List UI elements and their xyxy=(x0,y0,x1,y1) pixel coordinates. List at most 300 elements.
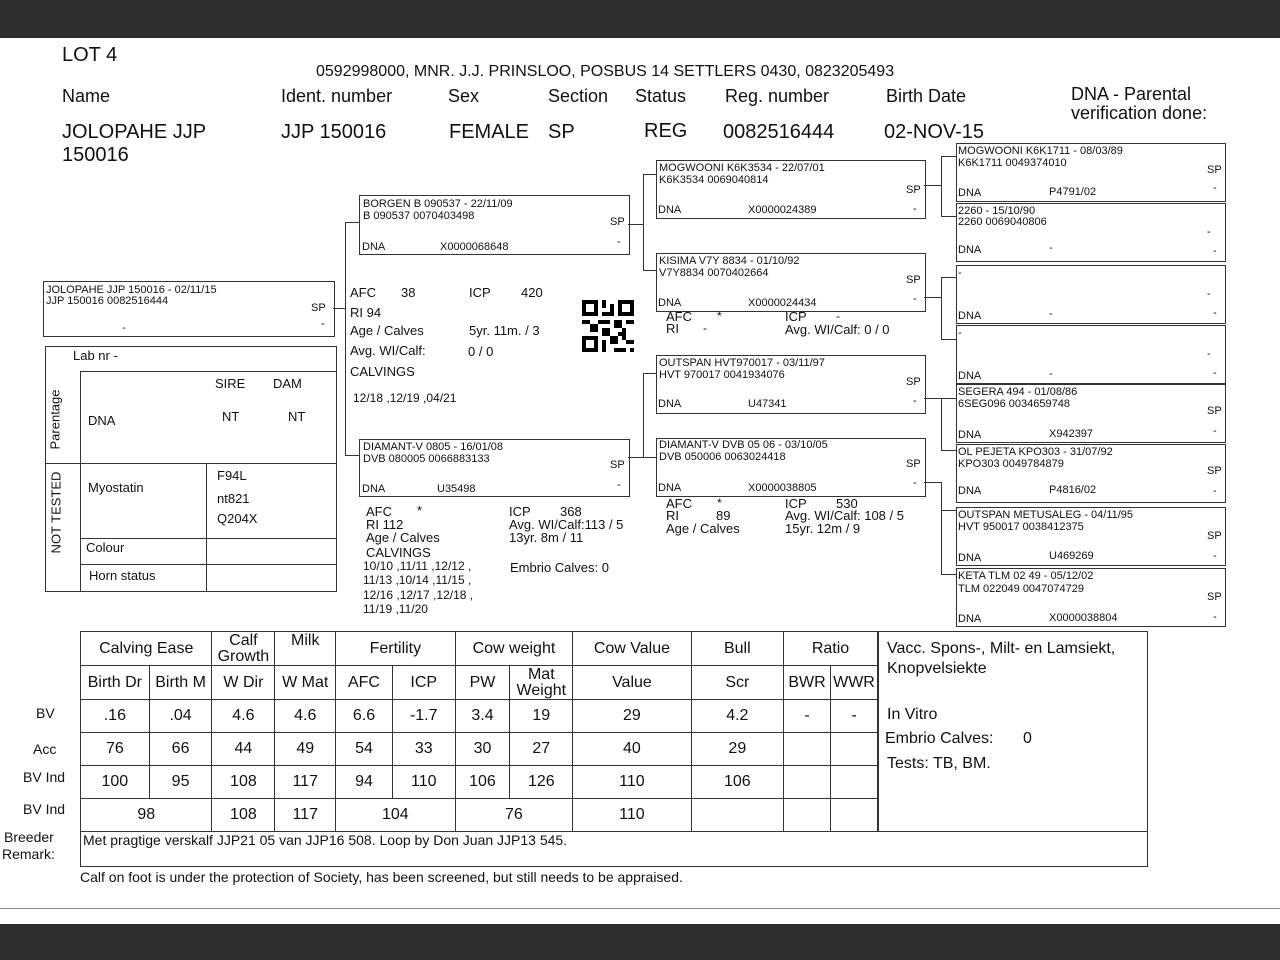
dam-calvings-1: 10/10 ,11/11 ,12/12 , xyxy=(363,559,472,573)
kisima-afc: * xyxy=(717,309,722,323)
self-dash: - xyxy=(321,318,325,330)
ggp-ident: 6SEG096 0034659748 xyxy=(958,398,1070,410)
diamant-afc: * xyxy=(717,496,722,510)
ggp-dash: - xyxy=(1213,485,1217,497)
bv-ind-cell: 117 xyxy=(275,766,336,799)
col-afc: AFC xyxy=(336,666,393,700)
great-grandparent-box xyxy=(956,444,1226,503)
gp-title: DIAMANT-V DVB 05 06 - 03/10/05 xyxy=(659,439,828,451)
bv-ind2-cell: 76 xyxy=(455,799,573,832)
bv-ind-cell: 94 xyxy=(336,766,393,799)
diamant-afc-label: AFC xyxy=(666,496,692,511)
connector xyxy=(941,482,942,510)
bv-cell: - xyxy=(784,700,831,733)
myostatin-f94l: F94L xyxy=(217,468,247,483)
diamant-wi: Avg. WI/Calf: 108 / 5 xyxy=(785,508,904,523)
ggp-title: MOGWOONI K6K1711 - 08/03/89 xyxy=(958,145,1123,157)
col-mat-weight-label: Mat Weight xyxy=(516,665,567,699)
ggp-ident: K6K1711 0049374010 xyxy=(958,157,1067,169)
header-dna-1: DNA - Parental xyxy=(1071,84,1192,104)
gp-dna-value: X0000024389 xyxy=(748,204,817,216)
diamant-icp-label: ICP xyxy=(785,496,807,511)
vaccination-2: Knopvelsiekte xyxy=(887,660,987,677)
gp-dna-value: X0000024434 xyxy=(748,297,817,309)
self-pedigree-box xyxy=(43,281,335,337)
connector xyxy=(628,457,643,458)
acc-cell: 44 xyxy=(212,733,275,766)
gp-title: MOGWOONI K6K3534 - 22/07/01 xyxy=(659,162,825,174)
ggp-dash: - xyxy=(1207,226,1211,238)
grandparent-box xyxy=(656,253,926,312)
parentage-label: Parentage xyxy=(47,389,63,450)
diamant-ri: 89 xyxy=(716,508,731,523)
col-value: Value xyxy=(573,666,691,700)
grandparent-box xyxy=(656,355,926,414)
sire-title: BORGEN B 090537 - 22/11/09 xyxy=(363,198,513,210)
sire-label: SIRE xyxy=(215,376,246,391)
ggp-dash: - xyxy=(1213,182,1217,194)
ggp-dna-label: DNA xyxy=(958,244,982,256)
group-ratio: Ratio xyxy=(784,632,878,666)
ggp-dna-value: - xyxy=(1049,242,1053,254)
dam-sp: SP xyxy=(610,459,625,471)
ggp-dash: - xyxy=(1213,611,1217,623)
row-label-acc: Acc xyxy=(33,741,57,757)
dam-nt: NT xyxy=(288,409,306,424)
gp-title: OUTSPAN HVT970017 - 03/11/97 xyxy=(659,357,825,369)
row-label-bv-ind: BV Ind xyxy=(23,769,66,785)
embrio-calves-value: 0 xyxy=(1023,730,1032,747)
acc-cell: 40 xyxy=(573,733,691,766)
sire-afc: 38 xyxy=(401,285,416,300)
sire-ident: B 090537 0070403498 xyxy=(363,210,475,222)
bv-cell: 4.6 xyxy=(212,700,275,733)
sire-icp: 420 xyxy=(521,285,543,300)
connector xyxy=(924,185,941,186)
bv-cell: 19 xyxy=(510,700,573,733)
bv-cell: - xyxy=(830,700,877,733)
connector xyxy=(924,398,941,399)
great-grandparent-box xyxy=(956,384,1226,443)
dam-ident: DVB 080005 0066883133 xyxy=(363,453,490,465)
col-birth-dr: Birth Dr xyxy=(81,666,150,700)
gp-sp: SP xyxy=(906,458,921,470)
col-icp: ICP xyxy=(392,666,455,700)
gp-dna-label: DNA xyxy=(658,204,682,216)
sire-sp: SP xyxy=(610,216,625,228)
header-dna-2: verification done: xyxy=(1071,103,1208,123)
dam-dna-label: DNA xyxy=(362,483,386,495)
connector xyxy=(345,222,359,223)
bv-cell: .04 xyxy=(149,700,212,733)
col-scr: Scr xyxy=(691,666,783,700)
connector xyxy=(643,373,644,457)
bv-ind-cell: 110 xyxy=(392,766,455,799)
dam-title: DIAMANT-V 0805 - 16/01/08 xyxy=(363,441,504,453)
ggp-dna-label: DNA xyxy=(958,187,982,199)
bv-ind2-cell: 110 xyxy=(573,799,691,832)
connector xyxy=(941,156,942,216)
kisima-afc-label: AFC xyxy=(666,309,692,324)
connector xyxy=(643,270,656,271)
ggp-dash: - xyxy=(1207,288,1211,300)
connector xyxy=(941,510,942,574)
acc-cell: 54 xyxy=(336,733,393,766)
ggp-dash: - xyxy=(1213,550,1217,562)
animal-section: SP xyxy=(548,121,575,143)
horn-status-label: Horn status xyxy=(89,568,156,583)
great-grandparent-box xyxy=(956,143,1226,202)
group-calving-ease: Calving Ease xyxy=(81,632,212,666)
ggp-dna-label: DNA xyxy=(958,613,982,625)
dam-embrio: Embrio Calves: 0 xyxy=(510,560,609,575)
dam-calvings-4: 11/19 ,11/20 xyxy=(363,602,428,616)
sire-dna-value: X0000068648 xyxy=(440,241,509,253)
row-label-bv-ind-2: BV Ind xyxy=(23,801,66,817)
connector xyxy=(333,308,345,309)
animal-birth: 02-NOV-15 xyxy=(884,121,985,143)
ggp-dna-value: P4791/02 xyxy=(1049,186,1097,198)
in-vitro: In Vitro xyxy=(887,706,938,723)
connector xyxy=(941,156,956,157)
gp-dash: - xyxy=(913,477,917,489)
bv-ind2-cell: 108 xyxy=(212,799,275,832)
grandparent-box xyxy=(656,160,926,219)
connector xyxy=(941,398,956,399)
footer-note: Calf on foot is under the protection of Society, has been screened, but still needs to be appraised. xyxy=(80,869,683,885)
acc-cell: 27 xyxy=(510,733,573,766)
connector xyxy=(941,450,956,451)
header-section: Section xyxy=(548,86,609,106)
connector xyxy=(941,510,956,511)
divider xyxy=(80,564,336,565)
acc-cell: 49 xyxy=(275,733,336,766)
group-calf-growth-label: Calf Growth xyxy=(217,631,270,665)
owner-info: 0592998000, MNR. J.J. PRINSLOO, POSBUS 14 SETTLERS 0430, 0823205493 xyxy=(316,63,895,80)
kisima-icp-label: ICP xyxy=(785,309,807,324)
dam-label: DAM xyxy=(273,376,302,391)
header-reg: Reg. number xyxy=(725,86,830,106)
connector xyxy=(345,455,359,456)
self-ident: JJP 150016 0082516444 xyxy=(46,295,169,307)
divider xyxy=(80,538,336,539)
gp-sp: SP xyxy=(906,376,921,388)
bv-cell: 29 xyxy=(573,700,691,733)
connector xyxy=(941,574,956,575)
diamant-age: 15yr. 12m / 9 xyxy=(785,521,861,536)
acc-cell: 33 xyxy=(392,733,455,766)
ggp-ident: HVT 950017 0038412375 xyxy=(958,521,1084,533)
gp-ident: V7Y8834 0070402664 xyxy=(659,267,769,279)
dam-dna-value: U35498 xyxy=(437,483,476,495)
bv-cell: -1.7 xyxy=(392,700,455,733)
gp-ident: K6K3534 0069040814 xyxy=(659,174,769,186)
breeding-values-table xyxy=(80,631,878,832)
great-grandparent-box xyxy=(956,568,1226,627)
group-bull: Bull xyxy=(691,632,783,666)
group-calf-growth xyxy=(212,632,275,666)
ggp-title: SEGERA 494 - 01/08/86 xyxy=(958,386,1078,398)
grandparent-box xyxy=(656,438,926,497)
great-grandparent-box xyxy=(956,203,1226,262)
col-pw: PW xyxy=(455,666,510,700)
ggp-dna-value: U469269 xyxy=(1049,550,1094,562)
ggp-dash: - xyxy=(1207,348,1211,360)
remark-box xyxy=(80,831,1148,867)
ggp-sp: SP xyxy=(1207,530,1222,542)
connector xyxy=(643,174,656,175)
lot-number: LOT 4 xyxy=(62,44,118,66)
dam-dash: - xyxy=(617,479,621,491)
sire-nt: NT xyxy=(222,409,240,424)
sire-age: 5yr. 11m. / 3 xyxy=(469,323,540,338)
great-grandparent-box xyxy=(956,265,1226,324)
bv-ind-cell: 110 xyxy=(573,766,691,799)
sire-dash: - xyxy=(617,236,621,248)
header-ident: Ident. number xyxy=(281,86,393,106)
ggp-dna-value: P4816/02 xyxy=(1049,484,1097,496)
ggp-dna-label: DNA xyxy=(958,370,982,382)
connector xyxy=(941,398,942,450)
ggp-ident: TLM 022049 0047074729 xyxy=(958,583,1084,595)
bv-cell: .16 xyxy=(81,700,150,733)
header-status: Status xyxy=(635,86,687,106)
animal-reg: 0082516444 xyxy=(723,121,835,143)
dam-icp: 368 xyxy=(560,504,582,519)
bv-ind-cell: 106 xyxy=(455,766,510,799)
bv-cell: 6.6 xyxy=(336,700,393,733)
kisima-icp: - xyxy=(836,309,840,323)
col-mat-weight xyxy=(510,666,573,700)
sire-icp-label: ICP xyxy=(469,285,491,300)
gp-dash: - xyxy=(913,293,917,305)
connector xyxy=(941,216,956,217)
ggp-sp: SP xyxy=(1207,405,1222,417)
ggp-ident: KPO303 0049784879 xyxy=(958,458,1064,470)
group-cow-value: Cow Value xyxy=(573,632,691,666)
self-sp: SP xyxy=(311,302,326,314)
col-birth-m: Birth M xyxy=(149,666,212,700)
ggp-dash: - xyxy=(1213,367,1217,379)
dam-wi: Avg. WI/Calf:113 / 5 xyxy=(509,517,624,532)
sire-wi-label: Avg. WI/Calf: xyxy=(350,343,426,358)
myostatin-nt821: nt821 xyxy=(217,491,250,506)
ggp-sp: SP xyxy=(1207,164,1222,176)
bv-ind2-cell: 98 xyxy=(81,799,212,832)
sire-calvings-list: 12/18 ,12/19 ,04/21 xyxy=(353,391,457,405)
bv-ind-cell xyxy=(830,766,877,799)
colour-label: Colour xyxy=(86,540,125,555)
tests: Tests: TB, BM. xyxy=(887,755,991,772)
connector xyxy=(643,373,656,374)
connector xyxy=(345,222,346,455)
gp-dna-label: DNA xyxy=(658,297,682,309)
gp-dna-value: X0000038805 xyxy=(748,482,817,494)
self-title: JOLOPAHE JJP 150016 - 02/11/15 xyxy=(46,284,217,296)
bv-ind-cell: 100 xyxy=(81,766,150,799)
dam-afc: * xyxy=(417,503,423,518)
ggp-title: KETA TLM 02 49 - 05/12/02 xyxy=(958,570,1094,582)
self-dna-dash: - xyxy=(122,322,126,334)
gp-dna-label: DNA xyxy=(658,482,682,494)
animal-name-2: 150016 xyxy=(62,144,129,166)
ggp-title: 2260 - 15/10/90 xyxy=(958,205,1036,217)
ggp-dna-label: DNA xyxy=(958,310,982,322)
acc-cell xyxy=(830,733,877,766)
group-milk: Milk xyxy=(275,632,336,666)
sire-box xyxy=(359,195,630,255)
connector xyxy=(643,174,644,270)
col-w-dir: W Dir xyxy=(212,666,275,700)
group-cow-weight: Cow weight xyxy=(455,632,573,666)
ggp-title: OUTSPAN METUSALEG - 04/11/95 xyxy=(958,509,1134,521)
bv-ind-cell: 126 xyxy=(510,766,573,799)
dam-age: 13yr. 8m / 11 xyxy=(509,530,584,545)
group-fertility: Fertility xyxy=(336,632,456,666)
dam-calvings-3: 12/16 ,12/17 ,12/18 , xyxy=(363,588,474,602)
myostatin-q204x: Q204X xyxy=(217,511,258,526)
dam-box xyxy=(359,439,630,497)
ggp-dash: - xyxy=(1213,245,1217,257)
bv-ind2-cell xyxy=(691,799,783,832)
ggp-dna-label: DNA xyxy=(958,485,982,497)
great-grandparent-box xyxy=(956,325,1226,384)
not-tested-label: NOT TESTED xyxy=(48,471,64,554)
ggp-title: OL PEJETA KPO303 - 31/07/92 xyxy=(958,446,1113,458)
bv-ind2-cell xyxy=(784,799,831,832)
gp-sp: SP xyxy=(906,184,921,196)
ggp-ident: 2260 0069040806 xyxy=(958,216,1047,228)
bv-ind-cell: 95 xyxy=(149,766,212,799)
animal-name-1: JOLOPAHE JJP xyxy=(62,121,207,143)
bv-cell: 4.6 xyxy=(275,700,336,733)
animal-sex: FEMALE xyxy=(449,121,530,143)
ggp-sp: SP xyxy=(1207,465,1222,477)
vaccination-1: Vacc. Spons-, Milt- en Lamsiekt, xyxy=(887,640,1116,657)
connector xyxy=(628,224,643,225)
divider xyxy=(206,463,207,591)
diamant-ri-label: RI xyxy=(666,508,679,523)
lab-number: Lab nr - xyxy=(73,348,118,363)
connector xyxy=(941,339,956,340)
embrio-calves-label: Embrio Calves: xyxy=(885,730,994,747)
remark-text: Met pragtige verskalf JJP21 05 van JJP16 508. Loop by Don Juan JJP13 545. xyxy=(83,832,568,848)
bottom-bar xyxy=(0,924,1280,960)
dam-calvings-2: 11/13 ,10/14 ,11/15 , xyxy=(363,573,472,587)
ggp-dna-value: X0000038804 xyxy=(1049,612,1118,624)
gp-dash: - xyxy=(913,203,917,215)
connector xyxy=(941,277,956,278)
sire-calvings-label: CALVINGS xyxy=(350,364,415,379)
dam-icp-label: ICP xyxy=(509,504,531,519)
gp-dash: - xyxy=(913,395,917,407)
divider xyxy=(80,371,336,372)
genetics-info-box xyxy=(45,346,337,592)
gp-dna-value: U47341 xyxy=(748,398,787,410)
col-bwr: BWR xyxy=(784,666,831,700)
connector xyxy=(643,457,656,458)
ggp-dna-label: DNA xyxy=(958,429,982,441)
ggp-title: - xyxy=(958,327,962,339)
ggp-dash: - xyxy=(1213,307,1217,319)
top-bar xyxy=(0,0,1280,38)
divider xyxy=(80,371,81,591)
animal-ident: JJP 150016 xyxy=(281,121,387,143)
qr-code-icon xyxy=(582,300,634,352)
bv-ind-cell xyxy=(784,766,831,799)
connector xyxy=(924,482,941,483)
great-grandparent-box xyxy=(956,507,1226,566)
gp-ident: DVB 050006 0063024418 xyxy=(659,451,786,463)
remark-label-1: Breeder xyxy=(4,829,54,845)
gp-ident: HVT 970017 0041934076 xyxy=(659,369,785,381)
kisima-ri: - xyxy=(703,321,707,335)
row-label-bv: BV xyxy=(36,705,55,721)
acc-cell: 76 xyxy=(81,733,150,766)
side-notes-box xyxy=(878,631,1148,833)
acc-cell xyxy=(784,733,831,766)
connector xyxy=(941,277,942,339)
remark-label-2: Remark: xyxy=(2,846,55,862)
bv-ind-cell: 108 xyxy=(212,766,275,799)
acc-cell: 66 xyxy=(149,733,212,766)
header-birth: Birth Date xyxy=(886,86,967,106)
acc-cell: 30 xyxy=(455,733,510,766)
divider xyxy=(0,908,1280,909)
ggp-sp: SP xyxy=(1207,591,1222,603)
sire-wi: 0 / 0 xyxy=(468,344,494,359)
divider xyxy=(46,463,336,464)
dam-calvings-label: CALVINGS xyxy=(366,545,431,560)
dam-age-label: Age / Calves xyxy=(366,530,440,545)
ggp-dna-value: - xyxy=(1049,308,1053,320)
kisima-wi: Avg. WI/Calf: 0 / 0 xyxy=(785,322,890,337)
connector xyxy=(924,297,941,298)
header-name: Name xyxy=(62,86,111,106)
bv-cell: 3.4 xyxy=(455,700,510,733)
ggp-dna-value: - xyxy=(1049,368,1053,380)
ggp-dna-value: X942397 xyxy=(1049,428,1094,440)
bv-ind2-cell xyxy=(830,799,877,832)
acc-cell: 29 xyxy=(691,733,783,766)
ggp-title: - xyxy=(958,267,962,279)
ggp-dna-label: DNA xyxy=(958,552,982,564)
bv-ind2-cell: 104 xyxy=(336,799,456,832)
header-sex: Sex xyxy=(448,86,480,106)
gp-dna-label: DNA xyxy=(658,398,682,410)
sire-age-label: Age / Calves xyxy=(350,323,424,338)
dna-label: DNA xyxy=(88,413,116,428)
myostatin-label: Myostatin xyxy=(88,480,144,495)
diamant-icp: 530 xyxy=(836,496,858,511)
sire-dna-label: DNA xyxy=(362,241,386,253)
gp-sp: SP xyxy=(906,274,921,286)
kisima-ri-label: RI xyxy=(666,321,679,336)
sire-afc-label: AFC xyxy=(350,285,376,300)
sire-ri: RI 94 xyxy=(350,305,382,320)
bv-ind2-cell: 117 xyxy=(275,799,336,832)
bv-cell: 4.2 xyxy=(691,700,783,733)
gp-title: KISIMA V7Y 8834 - 01/10/92 xyxy=(659,255,800,267)
animal-status: REG xyxy=(644,120,688,142)
col-wwr: WWR xyxy=(830,666,877,700)
bv-ind-cell: 106 xyxy=(691,766,783,799)
col-w-mat: W Mat xyxy=(275,666,336,700)
ggp-dash: - xyxy=(1213,425,1217,437)
dam-afc-label: AFC xyxy=(366,504,392,519)
diamant-age-label: Age / Calves xyxy=(666,521,740,536)
dam-ri: RI 112 xyxy=(366,517,404,532)
